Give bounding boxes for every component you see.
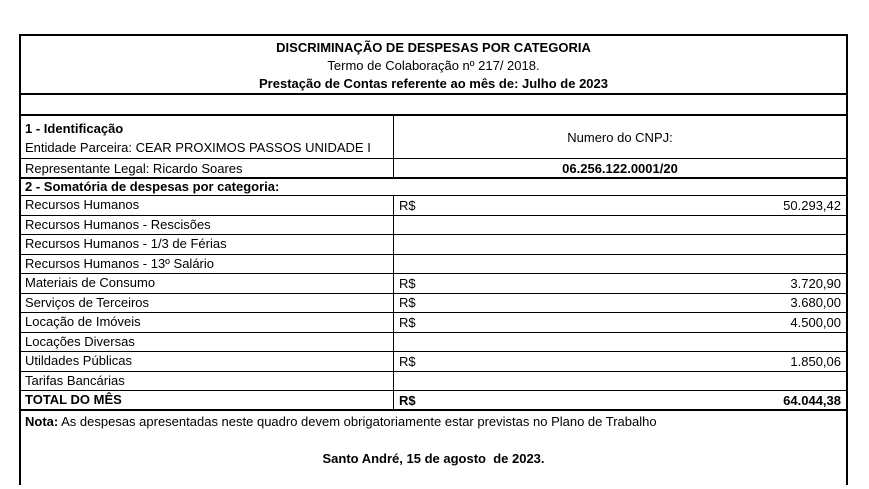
expense-category: Recursos Humanos - 1/3 de Férias	[21, 235, 394, 254]
expense-category: Locação de Imóveis	[21, 313, 394, 332]
expense-value: 1.850,06	[790, 353, 841, 369]
expense-currency: R$	[399, 275, 416, 291]
expense-amount-cell	[394, 352, 846, 371]
identification-row	[21, 116, 846, 159]
total-row	[21, 391, 846, 411]
expense-amount-cell	[394, 235, 846, 254]
expense-category: Recursos Humanos - 13º Salário	[21, 255, 394, 274]
expense-category: Locações Diversas	[21, 333, 394, 352]
expense-amount-cell	[394, 294, 846, 313]
expense-row	[21, 235, 846, 255]
expense-currency: R$	[399, 197, 416, 213]
expense-category: Tarifas Bancárias	[21, 372, 394, 391]
expense-row	[21, 274, 846, 294]
expenses-section-title: 2 - Somatória de despesas por categoria:	[21, 179, 846, 196]
expense-row	[21, 216, 846, 236]
expense-category: Serviços de Terceiros	[21, 294, 394, 313]
legal-rep: Representante Legal: Ricardo Soares	[25, 161, 243, 176]
expense-currency: R$	[399, 295, 416, 311]
entity-name: Entidade Parceira: CEAR PROXIMOS PASSOS UNIDADE I	[25, 140, 371, 155]
identification-section-title: 1 - Identificação	[25, 121, 124, 136]
cnpj-label: Numero do CNPJ:	[567, 129, 673, 145]
expense-row	[21, 372, 846, 392]
note-label: Nota:	[25, 414, 59, 429]
expense-category: Recursos Humanos - Rescisões	[21, 216, 394, 235]
expense-value: 50.293,42	[783, 197, 841, 213]
expense-value: 3.680,00	[790, 295, 841, 311]
expense-currency: R$	[399, 314, 416, 330]
expense-row	[21, 352, 846, 372]
total-amount-cell	[394, 391, 846, 409]
note-line	[25, 413, 842, 430]
identification-cell	[21, 116, 394, 158]
expense-amount-cell	[394, 255, 846, 274]
cnpj-value-cell	[394, 159, 846, 178]
expense-value: 4.500,00	[790, 314, 841, 330]
expense-amount-cell	[394, 196, 846, 215]
report-subtitle: Termo de Colaboração nº 217/ 2018.	[327, 58, 540, 73]
expense-amount-cell	[394, 313, 846, 332]
note-cell	[21, 411, 846, 485]
legal-rep-cell	[21, 159, 394, 178]
expense-category: Utildades Públicas	[21, 352, 394, 371]
expense-amount-cell	[394, 274, 846, 293]
expense-report-table	[19, 34, 848, 485]
expense-row	[21, 196, 846, 216]
expense-row	[21, 313, 846, 333]
expense-rows	[21, 196, 846, 391]
note-text: As despesas apresentadas neste quadro devem obrigatoriamente estar previstas no Plano de Trabalho	[58, 414, 657, 429]
report-header	[21, 36, 846, 95]
expense-currency: R$	[399, 353, 416, 369]
expense-amount-cell	[394, 372, 846, 391]
cnpj-label-cell	[394, 116, 846, 158]
total-currency: R$	[399, 392, 416, 408]
cnpj-value: 06.256.122.0001/20	[562, 161, 678, 176]
expense-category: Materiais de Consumo	[21, 274, 394, 293]
expense-row	[21, 294, 846, 314]
expense-value: 3.720,90	[790, 275, 841, 291]
total-label: TOTAL DO MÊS	[21, 391, 394, 409]
report-title: DISCRIMINAÇÃO DE DESPESAS POR CATEGORIA	[276, 40, 591, 55]
total-value: 64.044,38	[783, 392, 841, 408]
expense-amount-cell	[394, 333, 846, 352]
report-period: Prestação de Contas referente ao mês de: Julho de 2023	[259, 76, 608, 91]
expense-category: Recursos Humanos	[21, 196, 394, 215]
expense-row	[21, 255, 846, 275]
legal-rep-row	[21, 159, 846, 179]
spacer-row	[21, 95, 846, 116]
expense-amount-cell	[394, 216, 846, 235]
date-line: Santo André, 15 de agosto de 2023.	[322, 451, 545, 466]
expense-row	[21, 333, 846, 353]
